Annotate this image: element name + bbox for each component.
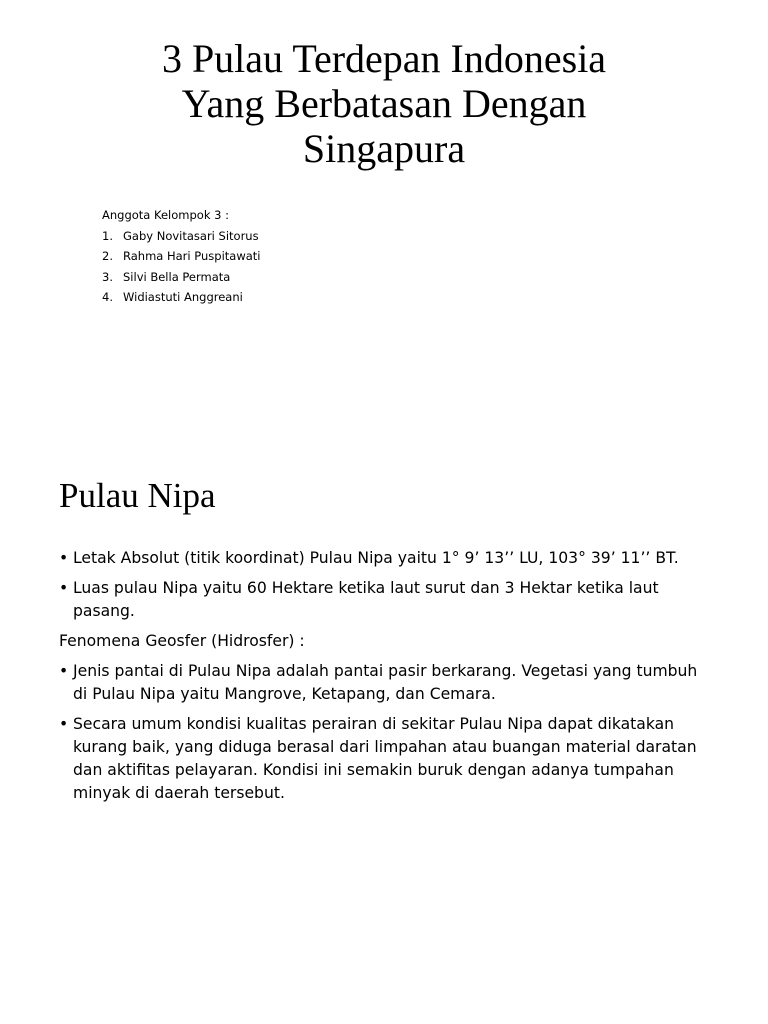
bullet-item	[59, 713, 714, 805]
bullet-text: Secara umum kondisi kualitas perairan di sekitar Pulau Nipa dapat dikatakan kurang baik, yang diduga berasal dari limpahan atau buangan material daratan dan aktifitas pelayaran. Kondisi ini semakin buruk dengan adanya tumpahan minyak di daerah tersebut.	[73, 715, 697, 802]
page-title	[60, 36, 708, 171]
title-line: Singapura	[302, 126, 466, 171]
member-name: Silvi Bella Permata	[123, 269, 231, 284]
bullet-text: Jenis pantai di Pulau Nipa adalah pantai pasir berkarang. Vegetasi yang tumbuh di Pulau Nipa yaitu Mangrove, Ketapang, dan Cemara.	[73, 662, 698, 703]
bullet-item	[59, 547, 714, 570]
bullet-item	[59, 660, 714, 706]
list-item	[102, 287, 502, 308]
list-item	[102, 246, 502, 267]
bullet-item	[59, 577, 714, 623]
section-heading: Pulau Nipa	[59, 476, 216, 515]
members-label: Anggota Kelompok 3 :	[102, 208, 229, 222]
member-name: Rahma Hari Puspitawati	[123, 249, 261, 263]
bullet-icon: •	[59, 662, 69, 680]
list-item	[102, 267, 502, 288]
list-number: 1.	[102, 228, 113, 243]
bullet-icon: •	[59, 715, 69, 733]
list-item	[102, 226, 502, 247]
list-number: 3.	[102, 269, 113, 284]
members-list	[102, 226, 502, 308]
slide-content	[59, 547, 714, 812]
list-number: 2.	[102, 249, 113, 263]
bullet-text: Luas pulau Nipa yaitu 60 Hektare ketika laut surut dan 3 Hektar ketika laut pasang.	[73, 579, 659, 620]
title-line: 3 Pulau Terdepan Indonesia	[161, 36, 607, 81]
list-number: 4.	[102, 290, 113, 304]
subheading: Fenomena Geosfer (Hidrosfer) :	[59, 632, 305, 650]
member-name: Widiastuti Anggreani	[123, 290, 243, 304]
bullet-icon: •	[59, 579, 69, 597]
member-name: Gaby Novitasari Sitorus	[123, 228, 259, 243]
member-list-block	[102, 205, 502, 308]
title-line: Yang Berbatasan Dengan	[181, 81, 587, 126]
bullet-icon: •	[59, 549, 69, 567]
bullet-text: Letak Absolut (titik koordinat) Pulau Nipa yaitu 1° 9’ 13’’ LU, 103° 39’ 11’’ BT.	[73, 549, 679, 567]
